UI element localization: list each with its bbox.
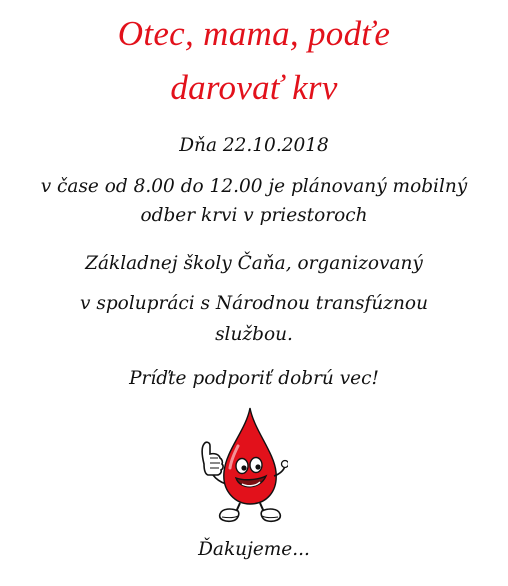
cooperation-line-1: v spolupráci s Národnou transfúznou — [80, 293, 428, 314]
time-line: v čase od 8.00 do 12.00 je plánovaný mobilný — [40, 176, 468, 197]
poster-title-line-1: Otec, mama, podťe — [117, 14, 391, 53]
shoes-icon — [220, 509, 281, 521]
place-line-2: Základnej školy Čaňa, organizovaný — [85, 253, 423, 274]
thanks-line: Ďakujeme... — [198, 539, 310, 560]
invite-line: Príďte podporiť dobrú vec! — [129, 368, 379, 389]
poster-title-line-2: darovať krv — [170, 68, 338, 107]
date-line: Dňa 22.10.2018 — [179, 135, 329, 156]
place-line-1: odber krvi v priestoroch — [140, 205, 368, 226]
blood-drop-mascot-icon — [188, 404, 288, 526]
thumbs-up-hand-icon — [202, 442, 226, 484]
cooperation-line-2: službou. — [215, 324, 293, 345]
